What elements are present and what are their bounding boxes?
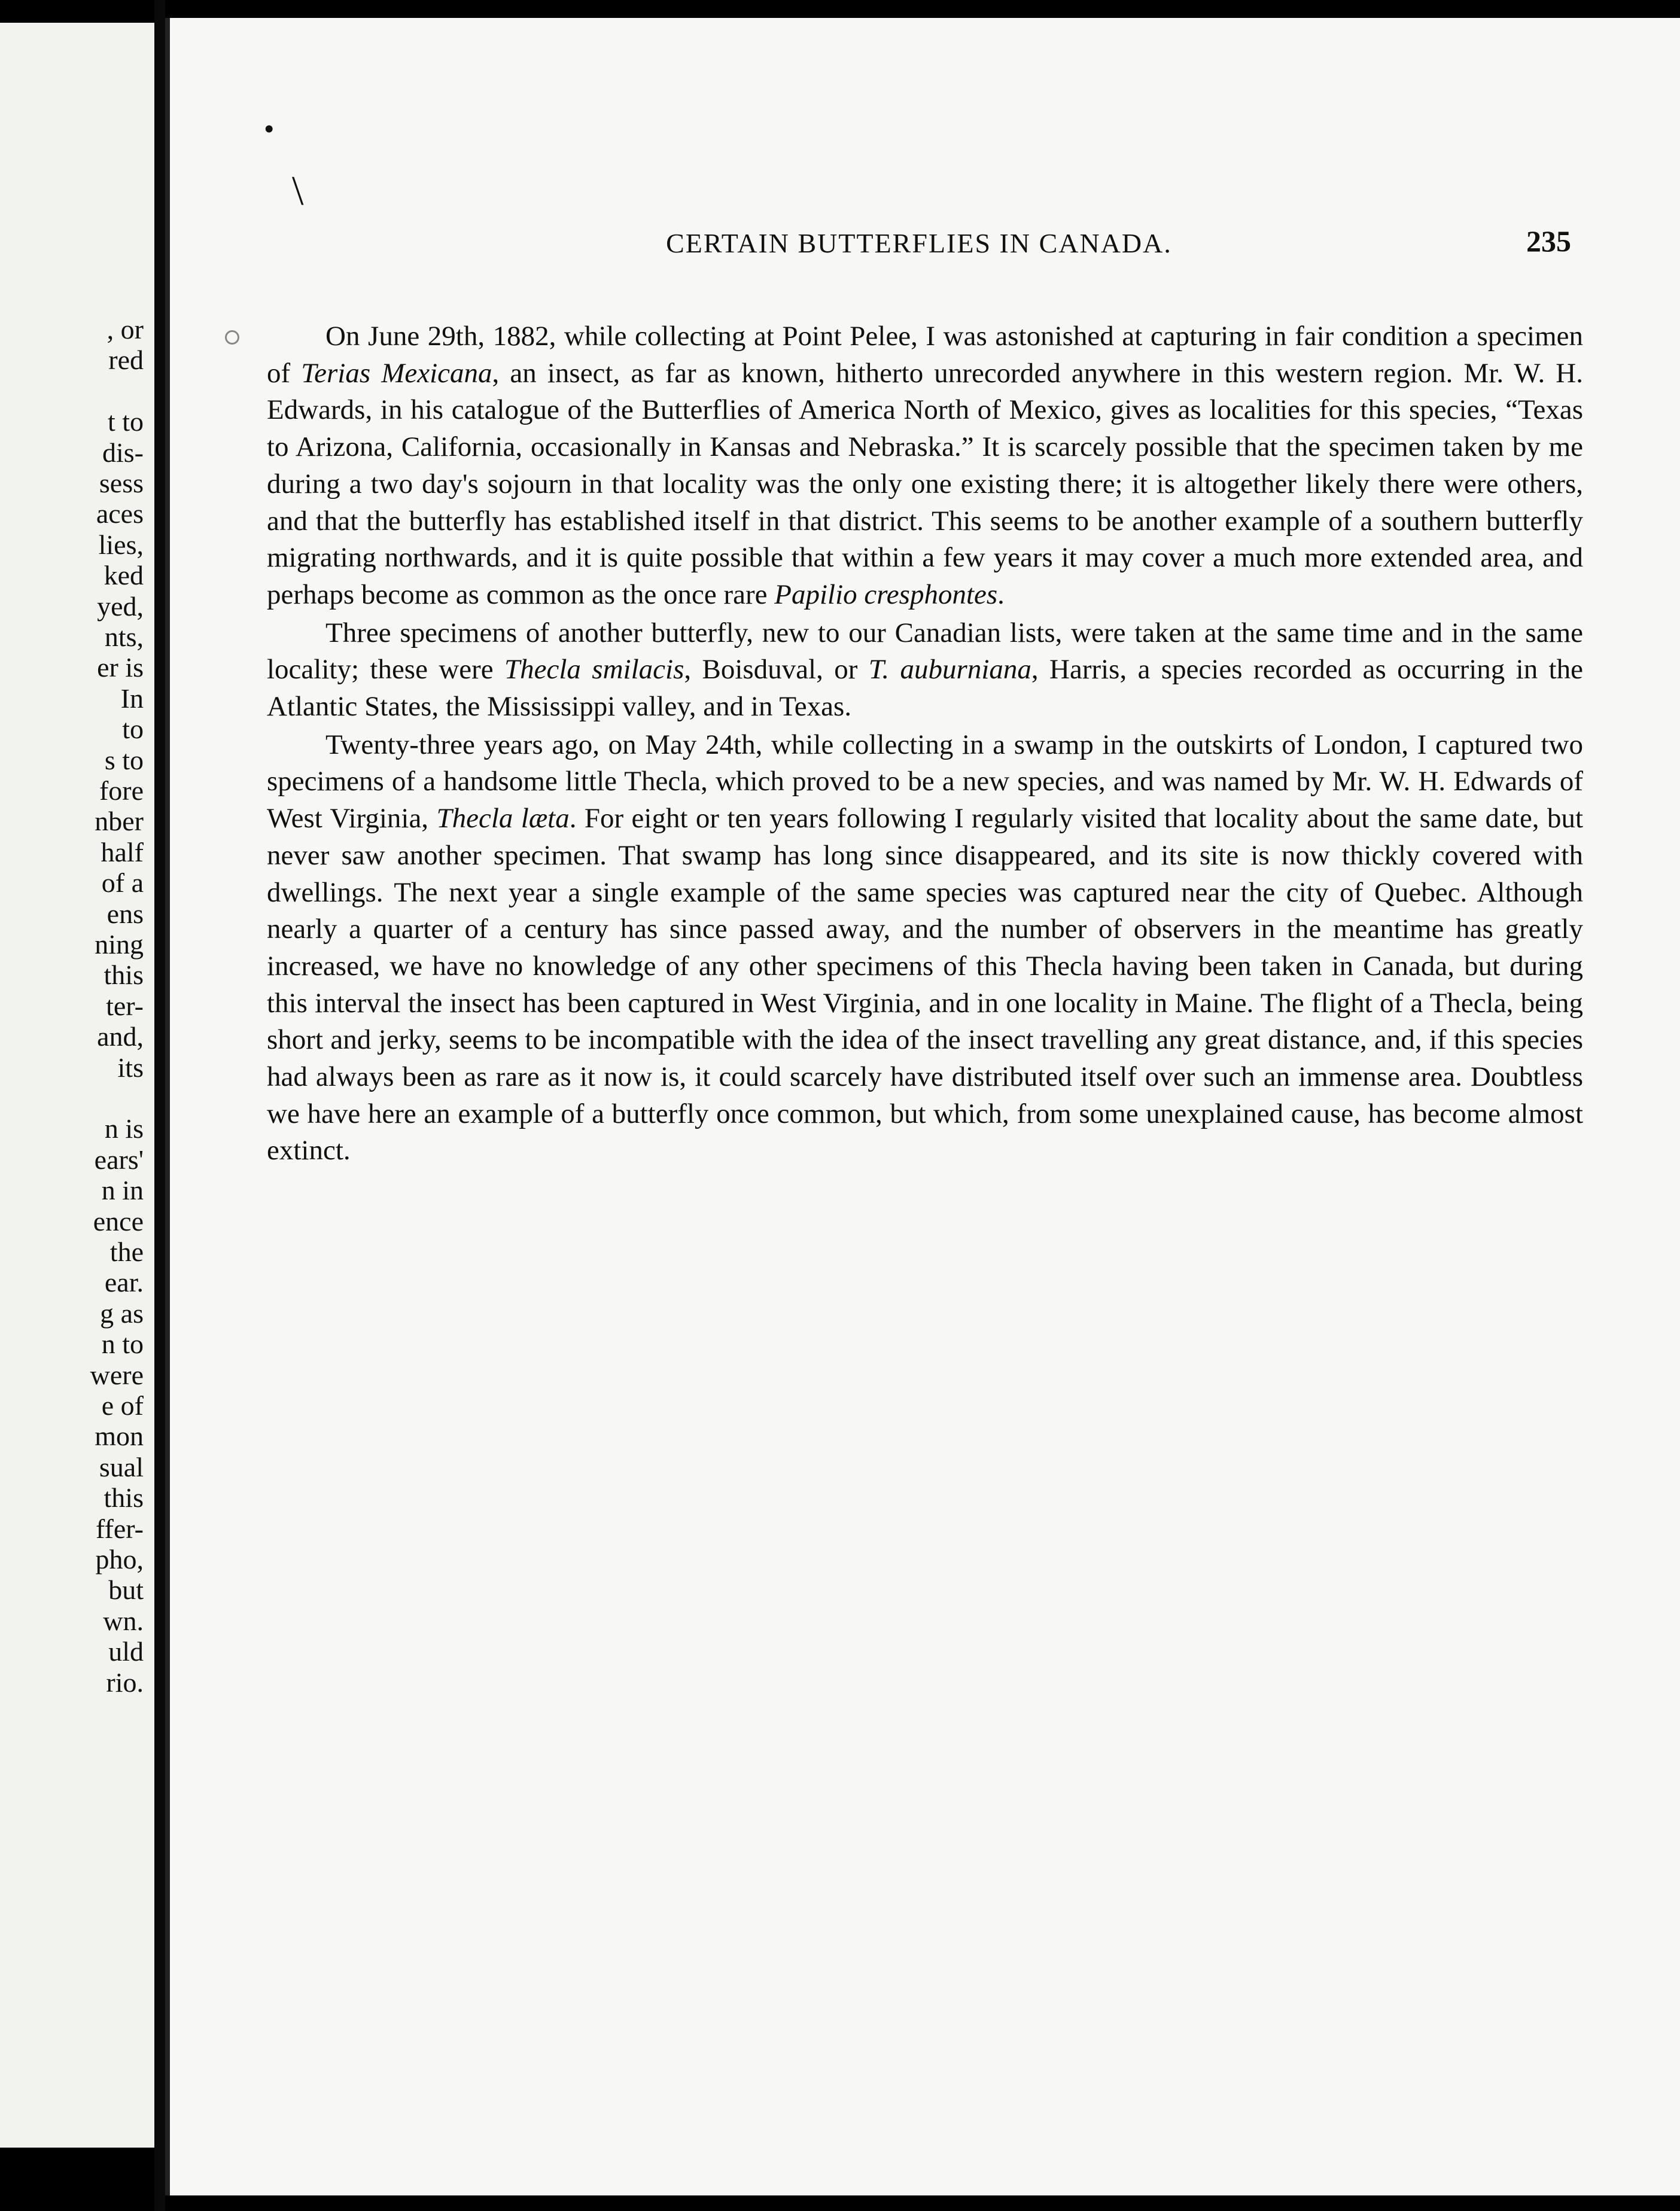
- left-page-fragment: aces: [96, 498, 144, 529]
- left-page-fragment: ffer-: [96, 1513, 144, 1544]
- left-page-fragment: n to: [101, 1329, 144, 1360]
- left-page-fragment: were: [90, 1359, 144, 1390]
- text-run: , Harris, a species recorded as occurring in the Atlantic States, the Mississippi valley, and in Texas.: [267, 654, 1583, 723]
- left-page-fragment: ears': [94, 1144, 144, 1175]
- ink-speck: •: [264, 114, 274, 144]
- left-page-fragment: this: [104, 1482, 144, 1513]
- page-header: [267, 224, 1571, 275]
- italic-species-name: T. auburniana: [868, 654, 1031, 686]
- left-page-fragment: nts,: [104, 622, 144, 652]
- left-page-fragment: this: [104, 960, 144, 991]
- left-page-fragment: of a: [101, 867, 144, 899]
- left-page-fragment: n is: [104, 1113, 144, 1144]
- left-page-fragment: red: [108, 345, 144, 376]
- right-page: [165, 18, 1680, 2195]
- left-page-fragment: yed,: [97, 590, 144, 622]
- italic-species-name: Terias Mexicana: [301, 357, 492, 389]
- left-page-edge: [0, 23, 154, 2148]
- left-page-fragment: s to: [104, 744, 144, 775]
- left-page-fragment: pho,: [95, 1544, 144, 1574]
- body-text: [267, 318, 1583, 1170]
- text-run: , Boisduval, or: [684, 654, 869, 686]
- left-page-fragment: , or: [106, 314, 144, 345]
- left-page-fragment: ear.: [104, 1267, 144, 1298]
- text-run: On June 29th, 1882, while collecting at Point Pelee, I was astonished at capturing in fair condition a specimen of: [267, 321, 1583, 389]
- italic-species-name: Thecla læta: [436, 803, 570, 835]
- text-run: , an insect, as far as known, hitherto unrecorded anywhere in this western region. Mr. W. H. Edwards, in his catalogue of the Butterflies of America North of Mexico, gives as localities for this species, “Texas to Arizona, California, occasionally in Kansas and Nebraska.” It is scarcely possible that the specimen taken by me during a two day's sojourn in that locality was the only one existing there; it is altogether likely there were others, and that the butterfly has established itself in that district. This seems to be another example of a southern butterfly migrating northwards, and it is quite possible that within a few years it may cover a much more extended area, and perhaps become as common as the once rare: [267, 357, 1584, 610]
- left-page-fragment: rio.: [106, 1667, 144, 1698]
- left-page-fragment: nber: [95, 806, 144, 837]
- left-page-fragment: and,: [97, 1021, 144, 1052]
- italic-species-name: Thecla smilacis: [504, 654, 684, 686]
- margin-circle-mark: [225, 330, 239, 345]
- left-page-fragment: sual: [99, 1451, 144, 1482]
- left-page-fragment: to: [122, 714, 144, 745]
- left-page-fragment: t to: [107, 406, 144, 437]
- text-run: Three specimens of another butterfly, new to our Canadian lists, were taken at the same time and in the same locality; these were: [267, 617, 1583, 686]
- left-page-fragment: In: [120, 683, 144, 714]
- left-page-fragment: er is: [97, 652, 144, 683]
- left-page-fragment: the: [109, 1237, 144, 1267]
- left-page-fragment: dis-: [102, 437, 144, 468]
- body-paragraph: [267, 727, 1583, 1170]
- left-page-fragment: half: [101, 836, 144, 867]
- left-page-fragment: n in: [101, 1175, 144, 1206]
- text-run: Twenty-three years ago, on May 24th, while collecting in a swamp in the outskirts of London, I captured two specimens of a handsome little Thecla, which proved to be a new species, and was named by Mr. W. H. Edwards of West Virginia,: [267, 729, 1583, 835]
- left-page-fragment: wn.: [103, 1605, 144, 1636]
- body-paragraph: [267, 615, 1583, 726]
- left-page-fragment: e of: [101, 1390, 144, 1421]
- left-page-fragment: ter-: [106, 990, 144, 1021]
- ink-stroke: \: [292, 168, 304, 214]
- italic-species-name: Papilio cresphontes: [774, 578, 998, 610]
- text-run: . For eight or ten years following I regularly visited that locality about the same date, but never saw another specimen. That swamp has long since disappeared, and its site is now thickly covered with dwellings. The next year a single example of the same species was captured near the city of Quebec. Although nearly a quarter of a century has since passed away, and the number of observers in the meantime has greatly increased, we have no knowledge of any other specimens of this Thecla having been taken in Canada, but during this interval the insect has been captured in West Virginia, and in one locality in Maine. The flight of a Thecla, being short and jerky, seems to be incompatible with the idea of the insect travelling any great distance, and, if this species had always been as rare as it now is, it could scarcely have distributed itself over such an immense area. Doubtless we have here an example of a butterfly once common, but which, from some unexplained cause, has become almost extinct.: [267, 803, 1583, 1167]
- left-page-fragment: sess: [99, 468, 144, 498]
- left-page-fragment: but: [108, 1574, 144, 1606]
- left-page-fragment: fore: [99, 775, 144, 806]
- page-gutter: [154, 0, 165, 2211]
- left-page-fragment: its: [117, 1052, 144, 1083]
- left-page-fragment: ked: [104, 560, 144, 591]
- left-page-fragment: uld: [108, 1636, 144, 1667]
- left-page-fragment: ence: [93, 1205, 144, 1237]
- text-run: .: [997, 578, 1005, 610]
- left-page-fragment: ens: [106, 898, 144, 929]
- page-edge-rule: [165, 18, 170, 2195]
- left-page-fragment: mon: [95, 1421, 144, 1452]
- page-number: 235: [1526, 224, 1571, 258]
- left-page-fragment: g as: [100, 1298, 144, 1329]
- left-page-fragment: ning: [95, 929, 144, 960]
- running-head: CERTAIN BUTTERFLIES IN CANADA.: [666, 228, 1172, 258]
- body-paragraph: [267, 318, 1583, 614]
- left-page-fragment: lies,: [98, 529, 144, 560]
